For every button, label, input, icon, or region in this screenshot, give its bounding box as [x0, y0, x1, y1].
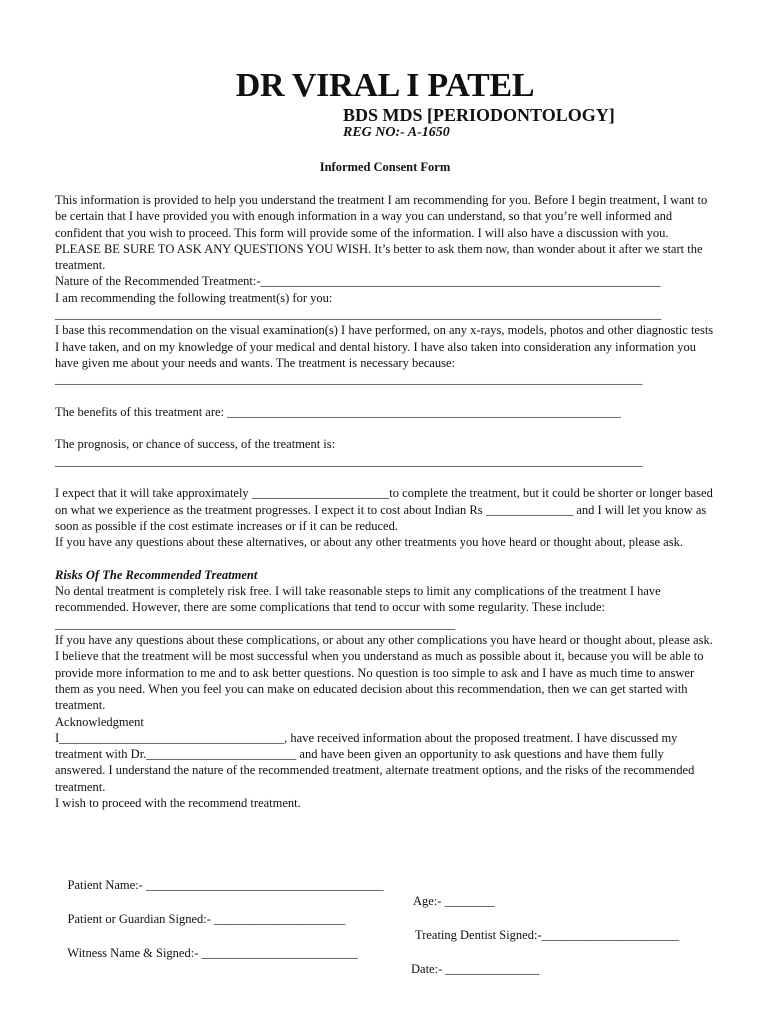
prognosis-label: The prognosis, or chance of success, of the treatment is:: [55, 437, 336, 452]
form-body: [55, 192, 717, 811]
duration-cost-paragraph: I expect that it will take approximately ______________________to complete the treatment, but it could be shorter or longer based on what we experience as the treatment progresses. I expect it to cost about Indian Rs ______________ and I will let you know as soon as possible if the cost estimate increases or if it can be reduced.: [55, 486, 716, 533]
witness-date-row: [55, 929, 735, 993]
doctor-degree: BDS MDS [PERIODONTOLOGY]: [343, 105, 615, 125]
form-title: Informed Consent Form: [319, 160, 451, 174]
date-field: Date:- _______________: [411, 962, 540, 976]
ask-questions-paragraph: PLEASE BE SURE TO ASK ANY QUESTIONS YOU WISH. It’s better to ask them now, than wonder about it after we start the treatment.: [55, 241, 706, 273]
nature-of-treatment-field: Nature of the Recommended Treatment:-________________________________________________________________: [55, 274, 661, 289]
intro-paragraph: This information is provided to help you understand the treatment I am recommending for you. Before I begin treatment, I want to be certain that I have provided you with enough information in a way you can understand, so that you’re well informed and confident that you wish to proceed. This form will provide some of the information. I will also have a discussion with you.: [55, 193, 711, 240]
guardian-signature-field: Patient or Guardian Signed:- _____________________: [67, 912, 346, 926]
risks-paragraph: No dental treatment is completely risk free. I will take reasonable steps to limit any complications of the treatment I have recommended. However, there are some complications that tend to occur with some regularity. These include:: [55, 584, 664, 615]
recommending-treatment-label: I am recommending the following treatment(s) for you:: [55, 290, 333, 305]
benefits-field: The benefits of this treatment are: _______________________________________________________________: [55, 404, 621, 419]
witness-signature-field: Witness Name & Signed:- _________________________: [67, 946, 358, 960]
alternatives-paragraph: If you have any questions about these alternatives, or about any other treatments you hove heard or thought about, please ask.: [55, 535, 683, 550]
wish-to-proceed-statement: I wish to proceed with the recommend treatment.: [55, 795, 301, 810]
acknowledgment-paragraph: I____________________________________, have received information about the proposed treatment. I have discussed my treatment with Dr.________________________ and have been given an opportunity to ask questions and have them fully answered. I understand the nature of the recommended treatment, alternate treatment options, and the risks of the recommended treatment.: [55, 730, 698, 794]
complications-blank: ________________________________________________________________: [55, 616, 455, 631]
recommended-treatment-blank: _________________________________________________________________________________________________: [55, 307, 662, 322]
registration-number: REG NO:- A-1650: [343, 125, 450, 140]
patient-name-field: Patient Name:- ______________________________________: [67, 878, 384, 892]
dentist-signature-field: Treating Dentist Signed:-______________________: [415, 928, 680, 942]
acknowledgment-heading: Acknowledgment: [55, 714, 144, 729]
risks-heading: Risks Of The Recommended Treatment: [55, 567, 258, 582]
basis-paragraph: I base this recommendation on the visual examination(s) I have performed, on any x-rays, models, photos and other diagnostic tests I have taken, and on my knowledge of your medical and dental history. I have also taken into consideration any information you have given me about your needs and wants. The treatment is necessary because:: [55, 323, 717, 370]
prognosis-blank: ______________________________________________________________________________________________: [55, 453, 643, 468]
complications-questions-paragraph: If you have any questions about these complications, or about any other complications you have heard or thought about, please ask. I believe that the treatment will be most successful when you understand as much as possible about it, because you will be able to provide more information to me and to ask better questions. No question is too simple to ask and I have as much time to answer them as you need. When you feel you can make on educated decision about this recommendation, then we can get started with treatment.: [55, 633, 716, 713]
necessity-blank: ______________________________________________________________________________________________: [55, 372, 643, 387]
doctor-name-heading: DR VIRAL I PATEL: [235, 67, 535, 104]
age-field: Age:- ________: [413, 894, 495, 908]
